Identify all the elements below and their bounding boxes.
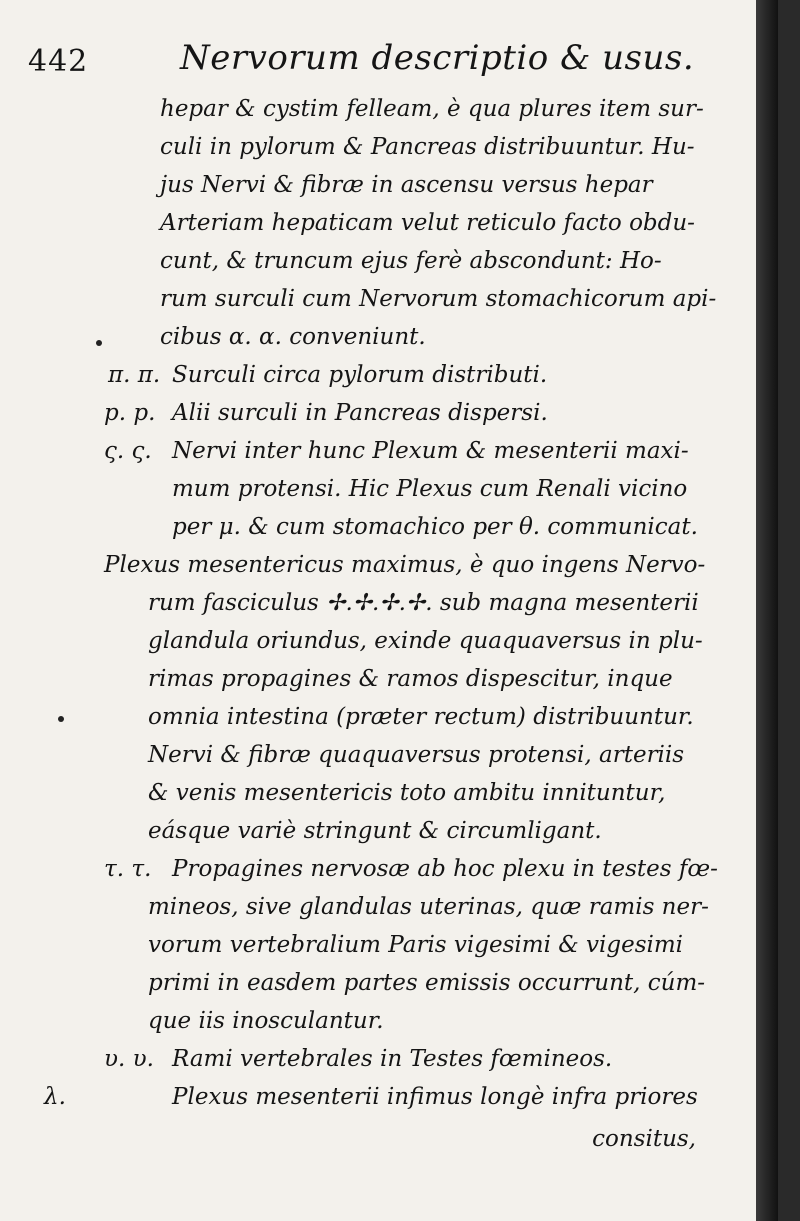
text-line: eásque variè stringunt & circumligant. [148,818,602,844]
text-line: rimas propagines & ramos dispescitur, inque [148,666,673,692]
text-line: Propagines nervosæ ab hoc plexu in testes fœ- [172,856,718,882]
section-marker-tau: τ. τ. [104,856,152,882]
section-marker-p: p. p. [104,400,156,426]
text-line: que iis inosculantur. [148,1008,384,1034]
text-line: rum fasciculus ✢.✢.✢.✢. sub magna mesenterii [148,590,699,616]
text-line: mum protensi. Hic Plexus cum Renali vicino [172,476,688,502]
text-line: hepar & cystim felleam, è qua plures item sur- [160,96,704,122]
page-header [0,36,778,86]
section-marker-upsilon: υ. υ. [104,1046,154,1072]
text-line: mineos, sive glandulas uterinas, quæ ramis ner- [148,894,709,920]
text-line: vorum vertebralium Paris vigesimi & vigesimi [148,932,684,958]
text-line: Nervi & fibræ quaquaversus protensi, arteriis [148,742,685,768]
text-line: rum surculi cum Nervorum stomachicorum api- [160,286,717,312]
text-line: Nervi inter hunc Plexum & mesenterii maxi- [172,438,689,464]
text-line: cibus α. α. conveniunt. [160,324,426,350]
text-line: culi in pylorum & Pancreas distribuuntur. Hu- [160,134,695,160]
text-line: Rami vertebrales in Testes fœmineos. [172,1046,613,1072]
running-title: Nervorum descriptio & usus. [180,38,695,78]
section-marker-pi: π. π. [108,362,161,388]
section-marker-sigma: ς. ς. [104,438,152,464]
text-line: Plexus mesentericus maximus, è quo ingens Nervo- [104,552,706,578]
text-line: omnia intestina (præter rectum) distribuuntur. [148,704,694,730]
text-line: cunt, & truncum ejus ferè abscondunt: Ho- [160,248,662,274]
text-line: jus Nervi & fibræ in ascensu versus hepar [160,172,653,198]
page-number: 442 [28,44,89,79]
text-line: Alii surculi in Pancreas dispersi. [172,400,548,426]
section-marker-lambda: λ. [44,1084,66,1110]
marginal-dot [96,340,102,346]
text-line: Plexus mesenterii infimus longè infra priores [172,1084,698,1110]
catchword: consitus, [592,1126,696,1152]
page-edge-shadow [756,0,778,1221]
text-line: glandula oriundus, exinde quaquaversus in plu- [148,628,703,654]
text-line: Arteriam hepaticam velut reticulo facto obdu- [160,210,695,236]
marginal-dot [58,716,64,722]
text-line: primi in easdem partes emissis occurrunt, cúm- [148,970,706,996]
text-line: per μ. & cum stomachico per θ. communicat. [172,514,698,540]
text-line: Surculi circa pylorum distributi. [172,362,548,388]
text-line: & venis mesentericis toto ambitu innituntur, [148,780,666,806]
